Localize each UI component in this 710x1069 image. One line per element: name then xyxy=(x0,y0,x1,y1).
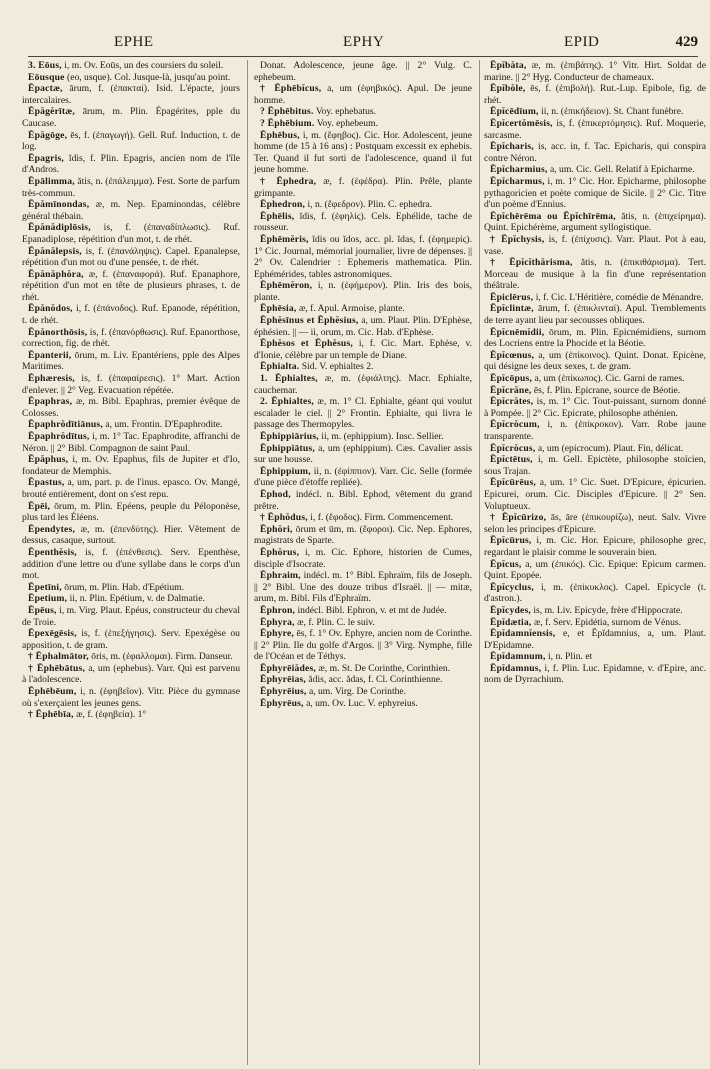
entry-headword: † Ēpĭcūrizo, xyxy=(490,512,547,524)
dictionary-entry xyxy=(22,431,240,454)
entry-headword: Ēphyrēiădes, xyxy=(260,662,316,674)
entry-definition: æ, f. (ἐφηβεία). 1° xyxy=(76,709,147,721)
entry-headword: Ēphippiārius, xyxy=(260,431,319,442)
entry-definition: æ, f. (ἐπαναφορά). Ruf. Epanaphore, répétition d'un mot en tête de plusieurs phrases, t. de rhét. xyxy=(22,268,240,303)
entry-headword: Ēphippiātus, xyxy=(260,442,315,454)
entry-headword: Ēpĭcharmius, xyxy=(490,164,548,176)
entry-headword: Ēpĭcūrus, xyxy=(490,535,532,547)
running-header xyxy=(28,34,698,52)
entry-definition: i, m. Gell. Epictète, philosophe stoïcien, sous Trajan. xyxy=(484,454,706,477)
dictionary-entry xyxy=(22,663,240,686)
entry-headword: Ēpĭdætia, xyxy=(490,616,532,628)
dictionary-entry xyxy=(254,199,472,211)
dictionary-entry xyxy=(484,83,706,106)
entry-headword: Ēpetīni, xyxy=(28,581,62,593)
entry-headword: † Ēpĭcĭthărisma, xyxy=(490,257,573,269)
dictionary-entry xyxy=(484,605,706,617)
entry-definition: ōrum, m. Liv. Epantériens, pple des Alpes Maritimes. xyxy=(22,349,241,373)
entry-headword: Ēphēsia, xyxy=(260,303,297,315)
entry-definition: ĭdis ou ĭdos, acc. pl. ĭdas, f. (ἐφημερίς). 1° Cic. Journal, mémorial journalier, livre de dépenses. || 2° Ov. Calendrier : Ephemeris mathematica. Plin. Ephémérides, tables astronomiques. xyxy=(254,233,472,280)
entry-definition: ĭdis, f. Plin. Epagris, ancien nom de l'île d'Andros. xyxy=(22,152,240,176)
entry-headword: Ēphippium, xyxy=(260,465,311,477)
dictionary-entry xyxy=(484,350,706,373)
dictionary-entry xyxy=(22,709,240,721)
entry-definition: ii, n. (ἐπικήδειον). St. Chant funèbre. xyxy=(541,106,684,118)
dictionary-entry xyxy=(22,303,240,326)
dictionary-entry xyxy=(22,72,240,84)
entry-definition: is, f. (ἐπαφαίρεσις). 1° Mart. Action d'enlever. || 2° Veg. Evacuation répétée. xyxy=(22,373,240,396)
dictionary-entry xyxy=(484,257,706,292)
entry-headword: Ēpanterii, xyxy=(28,349,72,361)
entry-headword: Ēpĭbŏle, xyxy=(490,83,526,95)
entry-definition: ēs, f. Plin. Epicrane, source de Béotie. xyxy=(533,384,681,396)
entry-headword: Ēpagris, xyxy=(28,152,64,164)
dictionary-entry xyxy=(254,698,472,710)
entry-definition: i, n. (ἔφεδρον). Plin. C. ephedra. xyxy=(307,199,432,211)
entry-definition: a, um (ephippium). Cæs. Cavalier assis sur une housse. xyxy=(254,442,472,466)
entry-headword: Ēphŏri, xyxy=(260,523,293,535)
entry-definition: a, um (ephebus). Varr. Qui est parvenu à l'adolescence. xyxy=(22,662,240,686)
dictionary-entry xyxy=(22,524,240,547)
entry-headword: Ēphæresis, xyxy=(28,373,75,385)
dictionary-entry xyxy=(22,547,240,582)
entry-definition: a, um (epicrocum). Plaut. Fin, délicat. xyxy=(537,442,684,454)
dictionary-entry xyxy=(254,83,472,106)
dictionary-entry xyxy=(22,246,240,269)
dictionary-entry xyxy=(22,605,240,628)
dictionary-entry xyxy=(22,373,240,396)
entry-definition: ās, āre (ἐπικουρίζω), neut. Salv. Vivre selon les principes d'Epicure. xyxy=(484,512,707,535)
entry-definition: i, f. Cic. L'Héritière, comédie de Ménandre. xyxy=(535,291,704,303)
entry-definition: i, m. Ov. Eoūs, un des coursiers du soleil. xyxy=(64,60,224,71)
entry-definition: i, f. Cic. Mart. Ephèse, v. d'Ionie, célèbre par un temple de Diane. xyxy=(254,338,473,361)
dictionary-entry xyxy=(484,141,706,164)
dictionary-entry xyxy=(254,234,472,280)
dictionary-entry xyxy=(22,593,240,605)
entry-definition: i, m. Virg. Plaut. Epéus, constructeur du cheval de Troie. xyxy=(22,604,240,628)
entry-headword: Ēpĭclintæ, xyxy=(490,303,534,315)
dictionary-entry xyxy=(254,211,472,234)
column-divider xyxy=(479,60,480,1065)
entry-headword: † Ēphēbīa, xyxy=(28,709,74,721)
entry-definition: æ, m. (ἐπενδύτης). Hier. Vêtement de dessus, casaque, surtout. xyxy=(22,523,240,547)
dictionary-entry xyxy=(254,106,472,118)
dictionary-entry xyxy=(254,280,472,303)
entry-headword: Eōusque xyxy=(28,71,65,83)
page-number: 429 xyxy=(675,34,698,50)
entry-definition: Donat. Adolescence, jeune âge. || 2° Vulg. C. ephebeum. xyxy=(254,60,472,83)
dictionary-entry xyxy=(254,547,472,570)
entry-definition: indécl. n. Bibl. Ephod, vêtement du grand prêtre. xyxy=(254,488,472,512)
dictionary-entry xyxy=(22,419,240,431)
entry-headword: Ēpĭcrŏcus, xyxy=(490,442,536,454)
entry-definition: ēs, f. 1° Ov. Ephyre, ancien nom de Corinthe. || 2° Plin. Ile du golfe d'Argos. || 3° Virg. Nymphe, fille de l'Océan et de Téthys. xyxy=(254,628,472,663)
entry-headword: Ēpastus, xyxy=(28,477,65,489)
dictionary-entry xyxy=(254,315,472,338)
entry-headword: 3. Eōus, xyxy=(28,60,62,71)
dictionary-entry xyxy=(484,651,706,663)
entry-definition: ii, n. (ἐφίππιον). Varr. Cic. Selle (formée d'une pièce d'étoffe repliée). xyxy=(254,465,472,489)
entry-definition: a, um. Ov. Luc. V. ephyreius. xyxy=(306,697,418,709)
entry-definition: Voy. ephebeum. xyxy=(316,117,378,129)
dictionary-entry xyxy=(484,396,706,419)
entry-headword: Ēpĭcōpus, xyxy=(490,373,533,385)
entry-headword: Ēphron, xyxy=(260,604,296,616)
entry-headword: † Ēphŏdus, xyxy=(260,512,308,524)
entry-definition: i, n. (ἐφήμερον). Plin. Iris des bois, plante. xyxy=(254,280,472,303)
entry-headword: Ēphyre, xyxy=(260,628,295,640)
entry-headword: Ēpĭcydes, xyxy=(490,604,531,616)
dictionary-entry xyxy=(484,385,706,397)
dictionary-entry xyxy=(484,234,706,257)
entry-headword: † Ēpĭchysis, xyxy=(490,233,545,245)
entry-definition: a, um (ἐπικός). Cic. Epique: Epicum carmen. Quint. Epopée. xyxy=(484,558,707,582)
dictionary-entry xyxy=(484,477,706,512)
entry-headword: Ēpănŏdos, xyxy=(28,303,73,315)
entry-definition: Sid. V. ephialtes 2. xyxy=(301,361,374,373)
entry-definition: ēs, f. (ἐπιβολή). Rut.-Lup. Epibole, fig. de rhét. xyxy=(484,83,706,106)
dictionary-entry xyxy=(254,118,472,130)
dictionary-entry xyxy=(254,570,472,605)
entry-definition: Voy. ephebatus. xyxy=(315,106,377,118)
entry-headword: Ēpendytes, xyxy=(28,523,76,535)
dictionary-entry xyxy=(22,153,240,176)
entry-headword: Ēpănăphŏra, xyxy=(28,268,84,280)
entry-definition: is, f. (ἐπικερτόμησις). Ruf. Moquerie, sarcasme. xyxy=(484,117,706,141)
entry-definition: i, f. (ἐπάνοδος). Ruf. Epanode, répétition, t. de rhét. xyxy=(22,303,240,327)
entry-definition: ădis, acc. ădas, f. Cl. Corinthienne. xyxy=(308,674,443,686)
dictionary-entry xyxy=(254,396,472,431)
entry-definition: ārum, m. Plin. Épagérites, pple du Caucase. xyxy=(22,106,240,129)
dictionary-entry xyxy=(254,686,472,698)
entry-headword: Ēpăphus, xyxy=(28,454,69,466)
dictionary-entry xyxy=(484,106,706,118)
entry-definition: is, f. (ἐπεξήγησις). Serv. Epexégèse ou apposition, t. de gram. xyxy=(22,628,240,651)
dictionary-entry xyxy=(254,605,472,617)
header-left-guideword: EPHE xyxy=(114,34,154,50)
dictionary-entry xyxy=(254,303,472,315)
entry-definition: a, um (ἐπίκωπος). Cic. Garni de rames. xyxy=(534,373,685,385)
entry-definition: ārum, f. (ἐπικλινταί). Apul. Tremblements de terre ayant lieu par secousses obliques. xyxy=(484,303,707,327)
entry-definition: a, um. Cic. Gell. Relatif à Epicharme. xyxy=(549,164,695,176)
entry-headword: Ēpĭcnēmĭdii, xyxy=(490,326,545,338)
entry-definition: a, um. Plaut. Plin. D'Ephèse, éphésien. || — ii, orum, m. Cic. Hab. d'Ephèse. xyxy=(254,315,472,338)
entry-definition: æ, f. Apul. Armoise, plante. xyxy=(298,303,405,315)
entry-headword: † Ēphēbātus, xyxy=(28,662,86,674)
entry-definition: æ, m. Bibl. Epaphras, premier évêque de Colosses. xyxy=(22,396,240,419)
entry-definition: i, m. (ἐπίκυκλος). Capel. Epicycle (t. d'astron.). xyxy=(484,581,706,605)
entry-headword: Ēpĭcūrēus, xyxy=(490,477,536,489)
dictionary-entry xyxy=(484,303,706,326)
entry-headword: ? Ēphēbium. xyxy=(260,117,315,129)
entry-definition: a, um (ἐπίκοινος). Quint. Donat. Epicène, qui désigne les deux sexes, t. de gram. xyxy=(484,349,706,373)
entry-headword: † Ēphēbĭcus, xyxy=(260,83,322,95)
dictionary-entry xyxy=(254,60,472,83)
entry-definition: ătis, n. (ἐπάλειμμα). Fest. Sorte de parfum très-commun. xyxy=(22,175,240,199)
dictionary-entry xyxy=(254,338,472,361)
entry-definition: æ, m. Nep. Epaminondas, célèbre général thébain. xyxy=(22,199,240,222)
dictionary-entry xyxy=(22,130,240,153)
entry-headword: Ēpĭcrăne, xyxy=(490,384,532,396)
entry-definition: ĭdis, f. (ἐφηλίς). Cels. Ephélide, tache de rousseur. xyxy=(254,210,472,234)
entry-headword: Ēpĭchērēma ou Ēpĭchīrēma, xyxy=(490,210,616,222)
entry-headword: Ēpiclērus, xyxy=(490,291,534,303)
dictionary-entry xyxy=(22,582,240,594)
entry-definition: i, n. Plin. et xyxy=(548,651,593,663)
entry-definition: æ, f. Serv. Epidétia, surnom de Vénus. xyxy=(533,616,682,628)
entry-headword: Ēphĕsos et Ēphĕsus, xyxy=(260,338,354,350)
dictionary-entry xyxy=(484,176,706,211)
entry-definition: ēs, f. (ἐπαγωγή). Gell. Ruf. Induction, t. de log. xyxy=(22,129,240,153)
entry-definition: a, um. Virg. De Corinthe. xyxy=(308,686,407,698)
entry-definition: is, f. (ἐπανόρθωσις). Ruf. Epanorthose, correction, fig. de rhét. xyxy=(22,326,240,350)
dictionary-entry xyxy=(484,164,706,176)
entry-definition: i, n. (ἐφηβεῖον). Vitr. Pièce du gymnase où s'exerçaient les jeunes gens. xyxy=(22,686,240,709)
entry-headword: 1. Ēphialtes, xyxy=(260,373,318,385)
entry-headword: † Ēphalmātor, xyxy=(28,651,89,663)
entry-definition: indécl. m. 1° Bibl. Ephraïm, fils de Joseph. || 2° Bibl. Une des douze tribus d'Israël. || — mitæ, arum, m. Bibl. Fils d'Ephraïm. xyxy=(254,570,472,605)
header-right-guideword: EPID xyxy=(564,34,600,50)
entry-definition: i, m. 1° Cic. Hor. Epicharme, philosophe pythagoricien et poète comique de Sicile. || 2° Cic. Titre d'un poème d'Ennius. xyxy=(484,175,707,211)
dictionary-entry xyxy=(484,559,706,582)
entry-definition: ii, n. Plin. Epétium, v. de Dalmatie. xyxy=(69,593,205,605)
column-3 xyxy=(484,60,706,686)
entry-headword: Ēphēmĕris, xyxy=(260,233,309,245)
dictionary-entry xyxy=(22,199,240,222)
entry-definition: i, f. Plin. Luc. Epidamne, v. d'Epire, anc. nom de Dyrrachium. xyxy=(484,662,706,686)
entry-definition: i, m. 1° Tac. Epaphrodite, affranchi de Néron. || 2° Bibl. Compagnon de saint Paul. xyxy=(22,431,240,454)
entry-definition: (eo, usque). Col. Jusque-là, jusqu'au point. xyxy=(67,71,231,83)
entry-headword: Ēphyrēus, xyxy=(260,697,304,709)
dictionary-entry xyxy=(254,443,472,466)
dictionary-entry xyxy=(254,512,472,524)
entry-headword: Ēpaphrŏdītus, xyxy=(28,431,90,442)
entry-definition: e, et Ēpĭdamnius, a, um. Plaut. D'Epidamne. xyxy=(484,628,706,651)
entry-definition: ōris, m. (ἐφαλλομαι). Firm. Danseur. xyxy=(91,651,233,663)
entry-headword: Ēpĭcharis, xyxy=(490,141,534,153)
dictionary-entry xyxy=(254,489,472,512)
entry-headword: Ēpăgōge, xyxy=(28,129,68,141)
entry-headword: ? Ēphēbitus. xyxy=(260,106,314,118)
entry-definition: ōrum, m. Plin. Hab. d'Epétium. xyxy=(64,581,185,593)
dictionary-entry xyxy=(254,466,472,489)
entry-headword: Ēpĭdamnĭensis, xyxy=(490,628,556,640)
dictionary-entry xyxy=(254,524,472,547)
dictionary-entry xyxy=(254,663,472,675)
entry-definition: ōrum, m. Plin. Epicnémidiens, surnom des Locriens entre la Phocide et la Béotie. xyxy=(484,326,706,350)
dictionary-entry xyxy=(22,628,240,651)
entry-definition: ārum, f. (ἐπακταί). Isid. L'épacte, jours intercalaires. xyxy=(22,83,240,106)
header-center-guideword: EPHY xyxy=(343,34,385,50)
entry-headword: Ēpănădiplōsis, xyxy=(28,222,91,234)
entry-definition: ătis, n. (ἐπιχείρημα). Quint. Epichérème, argument syllogistique. xyxy=(484,210,706,234)
entry-definition: ōrum et ūm, m. (ἔφοροι). Cic. Nep. Ephores, magistrats de Sparte. xyxy=(254,523,472,547)
dictionary-entry xyxy=(22,327,240,350)
entry-headword: Ēpĭcrŏcum, xyxy=(490,419,540,431)
dictionary-entry xyxy=(22,477,240,500)
dictionary-entry xyxy=(484,535,706,558)
dictionary-entry xyxy=(484,292,706,304)
entry-headword: Ēphĕsīnus et Ēphĕsius, xyxy=(260,315,359,327)
entry-definition: ōrum, m. Plin. Epéens, peuple du Péloponèse, plus tard les Éléens. xyxy=(22,500,240,524)
dictionary-entry xyxy=(254,674,472,686)
entry-headword: Ēphēmĕron, xyxy=(260,280,313,292)
entry-definition: æ, m. (ἐφιάλτης). Macr. Ephialte, cauchemar. xyxy=(254,373,472,396)
entry-headword: Ēpănălepsis, xyxy=(28,245,82,257)
entry-headword: Ēpămīnondas, xyxy=(28,199,90,211)
dictionary-entry xyxy=(484,443,706,455)
entry-headword: Ēphod, xyxy=(260,488,291,500)
entry-headword: Ēpĭcertŏmēsis, xyxy=(490,117,553,129)
entry-definition: a, um. 1° Cic. Suet. D'Epicure, épicurien. Epicurei, orum. Cic. Disciples d'Epicure. || 2° Sen. Voluptueux. xyxy=(484,477,706,512)
entry-definition: i, m. Cic. Hor. Epicure, philosophe grec, regardant le plaisir comme le souverain bien. xyxy=(484,535,706,558)
entry-definition: æ, m. 1° Cl. Ephialte, géant qui voulut escalader le ciel. || 2° Frontin. Ephialte, qui livra le passage des Thermopyles. xyxy=(254,396,472,431)
entry-headword: Ēpĭcharmus, xyxy=(490,175,545,187)
dictionary-entry xyxy=(22,350,240,373)
entry-headword: Ēpĭcrătes, xyxy=(490,396,534,408)
column-divider xyxy=(247,60,248,1065)
entry-headword: Ēpaphras, xyxy=(28,396,73,408)
dictionary-entry xyxy=(254,361,472,373)
entry-definition: i, m. (ἔφηβος). Cic. Hor. Adolescent, jeune homme (de 15 à 16 ans) : Postquam excessit ex ephebis. Ter. Quand il fut sorti de l'adolescence, quand il fut jeune homme. xyxy=(254,129,472,176)
dictionary-entry xyxy=(22,501,240,524)
dictionary-entry xyxy=(484,582,706,605)
entry-headword: Ēpĭctētus, xyxy=(490,454,533,466)
dictionary-entry xyxy=(22,222,240,245)
entry-definition: is, f. (ἐπανάληψις). Capel. Epanalepse, répétition d'un mot ou d'une pensée, t. de rhét. xyxy=(22,245,240,269)
entry-headword: † Ēphedra, xyxy=(260,175,317,187)
entry-definition: i, m. Cic. Ephore, historien de Cumes, disciple d'Isocrate. xyxy=(254,546,472,570)
dictionary-entry xyxy=(22,106,240,129)
entry-definition: is, m. Liv. Epicyde, frère d'Hippocrate. xyxy=(533,604,683,616)
dictionary-entry xyxy=(22,176,240,199)
entry-headword: Ēpăgĕrītæ, xyxy=(28,106,76,118)
entry-headword: Ēpexēgēsis, xyxy=(28,628,77,640)
entry-headword: Ēpĭdamnus, xyxy=(490,662,542,674)
entry-definition: æ, m. (ἐπιβάτης). 1° Vitr. Hirt. Soldat de marine. || 2° Hyg. Conducteur de chameaux. xyxy=(484,60,706,83)
entry-headword: Ēpĭcœnus, xyxy=(490,349,535,361)
dictionary-entry xyxy=(254,130,472,176)
entry-definition: is, m. 1° Cic. Tout-puissant, surnom donné à Pompée. || 2° Cic. Epicrate, philosophe athénien. xyxy=(484,396,706,419)
dictionary-entry xyxy=(484,211,706,234)
entry-headword: Ēphēbēum, xyxy=(28,686,77,698)
header-rule xyxy=(28,56,698,57)
entry-headword: Ēphyrēius, xyxy=(260,686,307,698)
dictionary-entry xyxy=(22,651,240,663)
dictionary-entry xyxy=(484,628,706,651)
entry-definition: is, f. (ἐπένθεσις). Serv. Epenthèse, addition d'une lettre ou d'une syllabe dans le corps d'un mot. xyxy=(22,546,240,582)
entry-definition: ii, m. (ephippium). Insc. Sellier. xyxy=(321,431,444,442)
entry-headword: 2. Ēphialtes, xyxy=(260,396,314,408)
entry-headword: Ēpēus, xyxy=(28,604,57,616)
dictionary-entry xyxy=(484,327,706,350)
dictionary-entry xyxy=(254,628,472,663)
entry-headword: Ēphyra, xyxy=(260,616,295,628)
dictionary-entry xyxy=(22,686,240,709)
entry-definition: is, acc. in, f. Tac. Epicharis, qui conspira contre Néron. xyxy=(484,141,706,164)
entry-definition: a, um. Frontin. D'Epaphrodite. xyxy=(105,419,223,431)
entry-headword: Ēphyrēias, xyxy=(260,674,306,686)
dictionary-entry xyxy=(484,663,706,686)
entry-headword: Ēphialta. xyxy=(260,361,300,373)
dictionary-entry xyxy=(484,512,706,535)
entry-headword: Ēpĭbăta, xyxy=(490,60,527,71)
dictionary-entry xyxy=(22,83,240,106)
dictionary-entry xyxy=(484,419,706,442)
dictionary-entry xyxy=(484,454,706,477)
dictionary-entry xyxy=(22,454,240,477)
dictionary-entry xyxy=(484,60,706,83)
entry-headword: Ēpālimma, xyxy=(28,175,75,187)
entry-definition: ătis, n. (ἐπικιθάρισμα). Tert. Morceau de musique à la fin d'une représentation théâtrale. xyxy=(484,257,706,292)
entry-headword: Ēpactæ, xyxy=(28,83,63,95)
dictionary-entry xyxy=(254,617,472,629)
dictionary-entry xyxy=(254,176,472,199)
entry-definition: æ, m. St. De Corinthe, Corinthien. xyxy=(318,662,451,674)
entry-headword: Ēpēi, xyxy=(28,500,51,512)
entry-definition: is, f. (ἐπαναδίπλωσις). Ruf. Epanadiplose, répétition d'un mot, t. de rhét. xyxy=(22,222,240,245)
dictionary-entry xyxy=(22,60,240,72)
entry-headword: Ēphedron, xyxy=(260,199,306,211)
entry-definition: a, um (ἐφηβικός). Apul. De jeune homme. xyxy=(254,83,472,106)
dictionary-entry xyxy=(484,118,706,141)
entry-definition: indécl. Bibl. Ephron, v. et mt de Judée. xyxy=(297,604,447,616)
dictionary-entry xyxy=(484,373,706,385)
entry-headword: Ēphraim, xyxy=(260,570,301,582)
entry-definition: i, m. Ov. Epaphus, fils de Jupiter et d'Io, fondateur de Memphis. xyxy=(22,454,240,477)
entry-definition: is, f. (ἐπίχυσις). Varr. Plaut. Pot à eau, vase. xyxy=(484,233,707,257)
dictionary-entry xyxy=(22,396,240,419)
entry-definition: a, um, part. p. de l'inus. epasco. Ov. Mangé, brouté entièrement, dont on s'est repu. xyxy=(22,477,241,500)
entry-definition: æ, f. (ἐφέδρα). Plin. Prêle, plante grimpante. xyxy=(254,175,472,199)
entry-headword: Ēpetium, xyxy=(28,593,68,605)
entry-headword: Ēpenthĕsis, xyxy=(28,546,77,558)
column-1 xyxy=(22,60,240,721)
dictionary-entry xyxy=(22,269,240,304)
entry-headword: Ēpănorthōsis, xyxy=(28,326,88,338)
entry-headword: Ēpĭdamnum, xyxy=(490,651,546,663)
dictionary-entry xyxy=(254,431,472,443)
entry-headword: Ēpĭcēdīum, xyxy=(490,106,539,118)
dictionary-entry xyxy=(254,373,472,396)
entry-headword: Ēpĭcyclus, xyxy=(490,581,534,593)
entry-definition: æ, f. Plin. C. le suiv. xyxy=(297,616,375,628)
entry-definition: i, n. (ἐπίκροκον). Varr. Robe jaune transparente. xyxy=(484,419,706,442)
entry-headword: Ēphēlis, xyxy=(260,210,295,222)
entry-headword: Ēphŏrus, xyxy=(260,546,300,558)
column-2 xyxy=(254,60,472,709)
entry-headword: Ēphēbus, xyxy=(260,129,300,141)
entry-definition: i, f. (ἔφοδος). Firm. Commencement. xyxy=(310,512,454,524)
entry-headword: Ēpĭcus, xyxy=(490,558,522,570)
dictionary-entry xyxy=(484,617,706,629)
entry-headword: Ēpaphrŏdītiānus, xyxy=(28,419,103,431)
